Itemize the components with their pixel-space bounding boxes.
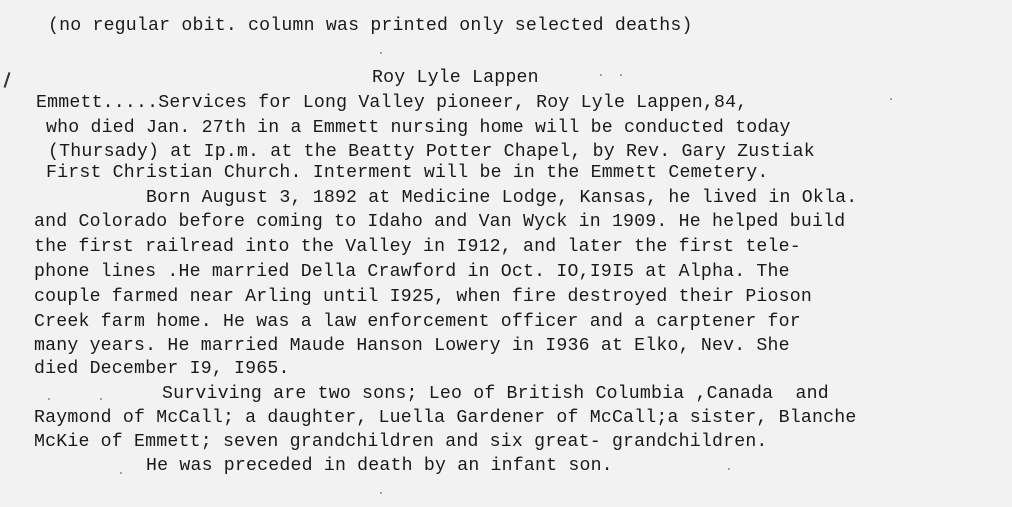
body-line: (Thursady) at Ip.m. at the Beatty Potter Chapel, by Rev. Gary Zustiak: [48, 142, 815, 162]
body-line: Born August 3, 1892 at Medicine Lodge, Kansas, he lived in Okla.: [146, 188, 858, 208]
speck: [890, 98, 892, 100]
speck: [120, 472, 122, 474]
body-line: the first railread into the Valley in I912, and later the first tele-: [34, 237, 801, 257]
speck: [600, 74, 602, 76]
speck: [380, 492, 382, 494]
body-line: many years. He married Maude Hanson Lowery in I936 at Elko, Nev. She: [34, 336, 790, 356]
speck: [728, 468, 730, 470]
body-line: He was preceded in death by an infant son.: [146, 456, 613, 476]
body-line: and Colorado before coming to Idaho and Van Wyck in 1909. He helped build: [34, 212, 846, 232]
obituary-title: Roy Lyle Lappen: [372, 68, 539, 88]
body-line: McKie of Emmett; seven grandchildren and six great- grandchildren.: [34, 432, 768, 452]
body-line: First Christian Church. Interment will be in the Emmett Cemetery.: [46, 163, 769, 183]
speck: [48, 398, 50, 400]
speck: [620, 74, 622, 76]
body-line: couple farmed near Arling until I925, when fire destroyed their Pioson: [34, 287, 812, 307]
body-line: Raymond of McCall; a daughter, Luella Gardener of McCall;a sister, Blanche: [34, 408, 857, 428]
body-line: died December I9, I965.: [34, 359, 290, 379]
body-line: Emmett.....Services for Long Valley pioneer, Roy Lyle Lappen,84,: [36, 93, 748, 113]
body-line: Creek farm home. He was a law enforcement officer and a carptener for: [34, 312, 801, 332]
body-line: Surviving are two sons; Leo of British Columbia ,Canada and: [162, 384, 829, 404]
body-line: phone lines .He married Della Crawford in Oct. IO,I9I5 at Alpha. The: [34, 262, 790, 282]
speck: [100, 398, 102, 400]
body-line: who died Jan. 27th in a Emmett nursing home will be conducted today: [46, 118, 791, 138]
margin-mark: [4, 72, 11, 88]
speck: [380, 52, 382, 54]
header-note: (no regular obit. column was printed only selected deaths): [48, 16, 693, 36]
